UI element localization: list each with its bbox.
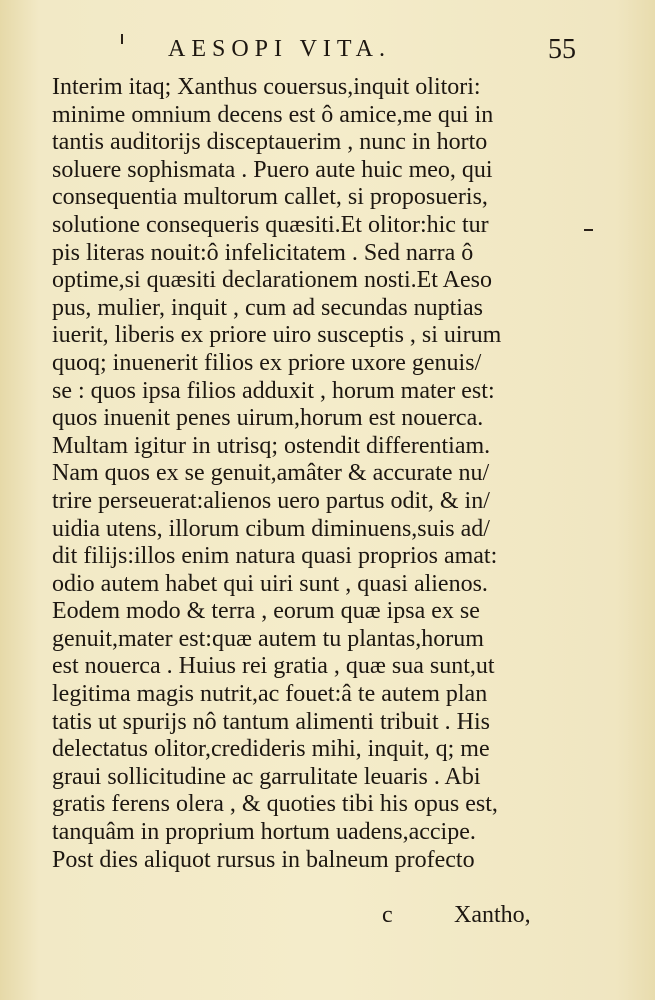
- text-line: consequentia multorum callet, si proposueris,: [52, 184, 488, 211]
- text-line: Interim itaq; Xanthus couersus,inquit olitori:: [52, 74, 481, 100]
- text-line: legitima magis nutrit,ac fouet:â te autem plan: [52, 681, 488, 708]
- text-line: se : quos ipsa filios adduxit , horum mater est:: [52, 377, 495, 404]
- running-title: AESOPI VITA.: [168, 36, 391, 62]
- text-line: genuit,mater est:quæ autem tu plantas,horum: [52, 625, 484, 652]
- text-line: odio autem habet qui uiri sunt , quasi alienos.: [52, 570, 488, 597]
- text-line: est nouerca . Huius rei gratia , quæ sua sunt,ut: [52, 653, 495, 680]
- text-line: quoq; inuenerit filios ex priore uxore genuis/: [52, 349, 482, 376]
- text-line: uidia utens, illorum cibum diminuens,suis ad/: [52, 515, 490, 542]
- text-line: Post dies aliquot rursus in balneum profecto: [52, 846, 475, 873]
- text-line: delectatus olitor,credideris mihi, inquit, q; me: [52, 736, 490, 763]
- text-line: optime,si quæsiti declarationem nosti.Et Aeso: [52, 267, 492, 294]
- text-line: pus, mulier, inquit , cum ad secundas nuptias: [52, 294, 483, 321]
- text-line: graui sollicitudine ac garrulitate leuaris . Abi: [52, 763, 481, 790]
- text-line: tanquâm in proprium hortum uadens,accipe.: [52, 819, 476, 846]
- text-line: tantis auditorijs disceptauerim , nunc in horto: [52, 129, 488, 156]
- text-line: iuerit, liberis ex priore uiro susceptis , si uirum: [52, 322, 502, 349]
- running-head: [0, 32, 655, 72]
- text-line: minime omnium decens est ô amice,me qui in: [52, 101, 494, 128]
- text-line: Multam igitur in utrisq; ostendit differentiam.: [52, 432, 491, 459]
- text-line: soluere sophismata . Puero aute huic meo, qui: [52, 156, 493, 183]
- text-line: Eodem modo & terra , eorum quæ ipsa ex se: [52, 598, 480, 625]
- text-line: solutione consequeris quæsiti.Et olitor:hic tur: [52, 211, 489, 238]
- text-line: pis literas nouit:ô infelicitatem . Sed narra ô: [52, 239, 474, 266]
- text-line: gratis ferens olera , & quoties tibi his opus est,: [52, 791, 498, 818]
- text-line: trire perseuerat:alienos uero partus odit, & in/: [52, 487, 490, 514]
- text-line: Nam quos ex se genuit,amâter & accurate nu/: [52, 460, 490, 487]
- text-line: dit filijs:illos enim natura quasi proprios amat:: [52, 543, 498, 570]
- page-footer: [382, 902, 582, 936]
- signature-mark: c: [382, 902, 393, 928]
- text-block: [52, 74, 562, 874]
- margin-dash: [584, 229, 593, 231]
- catchword: Xantho,: [454, 902, 531, 928]
- text-line: tatis ut spurijs nô tantum alimenti tribuit . His: [52, 708, 490, 735]
- page-number: 55: [548, 34, 576, 65]
- text-line: quos inuenit penes uirum,horum est nouerca.: [52, 405, 484, 432]
